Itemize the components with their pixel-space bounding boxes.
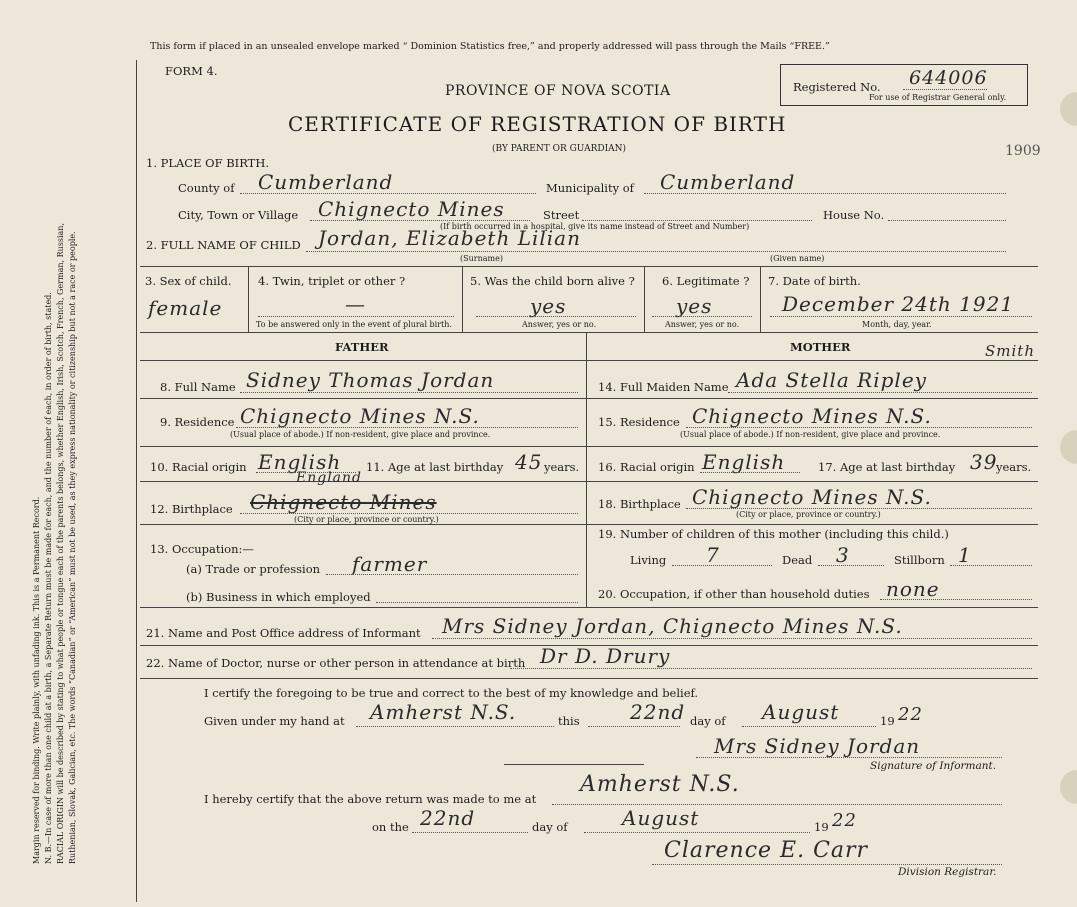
father-years-label: years. [544, 460, 580, 474]
child-name-value: Jordan, Elizabeth Lilian [318, 226, 581, 250]
mother-residence-note: (Usual place of abode.) If non-resident, give place and province. [680, 430, 941, 439]
father-birthplace-value: Chignecto Mines [250, 490, 437, 514]
mother-birthplace-note: (City or place, province or country.) [736, 510, 881, 519]
father-occupation-label: 13. Occupation:— [150, 542, 254, 556]
dotted-line [432, 638, 1032, 639]
mother-residence-label: 15. Residence [598, 415, 680, 429]
dotted-line [584, 832, 810, 833]
dotted-line [672, 565, 772, 566]
doctor-value: Dr D. Drury [540, 644, 671, 668]
this-label: this [558, 714, 580, 728]
sex-label: 3. Sex of child. [145, 274, 232, 288]
father-name-label: 8. Full Name [160, 380, 236, 394]
dead-value: 3 [836, 543, 850, 567]
living-label: Living [630, 553, 667, 567]
dotted-line [510, 668, 1032, 669]
county-label: County of [178, 181, 235, 195]
doctor-label: 22. Name of Doctor, nurse or other person in attendance at birth [146, 656, 526, 670]
rule [586, 332, 587, 607]
municipality-label: Municipality of [546, 181, 634, 195]
rule [462, 266, 463, 332]
rule [140, 481, 1038, 482]
rule [140, 398, 1038, 399]
dead-label: Dead [782, 553, 813, 567]
rule [248, 266, 249, 332]
year-stamp: 1909 [1005, 143, 1041, 159]
dotted-line [652, 316, 752, 317]
dotted-line [696, 757, 1002, 758]
punch-hole [1060, 430, 1077, 464]
surname-note: (Surname) [460, 254, 503, 263]
dotted-line [552, 804, 1002, 805]
dotted-line [700, 472, 800, 473]
given-month-value: August [762, 700, 840, 724]
on-label: on the [372, 820, 409, 834]
street-label: Street [543, 208, 580, 222]
certify-text: I certify the foregoing to be true and correct to the best of my knowledge and belief. [204, 686, 699, 700]
legitimate-value: yes [676, 294, 713, 318]
hospital-note: (If birth occurred in a hospital, give its name instead of Street and Number) [440, 222, 750, 231]
dayof-label: day of [690, 714, 726, 728]
dotted-line [652, 864, 1002, 865]
county-value: Cumberland [258, 170, 394, 194]
twin-note: To be answered only in the event of plural birth. [256, 320, 452, 329]
mother-birthplace-label: 18. Birthplace [598, 497, 681, 511]
father-trade-label: (a) Trade or profession [186, 562, 321, 576]
father-residence-note: (Usual place of abode.) If non-resident, give place and province. [230, 430, 491, 439]
mother-occupation-value: none [886, 577, 940, 601]
rule [140, 332, 1038, 333]
father-birthplace-label: 12. Birthplace [150, 502, 233, 516]
father-residence-value: Chignecto Mines N.S. [240, 404, 480, 428]
side-line: Margin reserved for binding. Write plainly, with unfading ink. This is a Permanent Record. [32, 496, 41, 864]
house-label: House No. [823, 208, 885, 222]
given-day-value: 22nd [630, 700, 686, 724]
registered-box [780, 64, 1028, 106]
twin-value: — [345, 292, 366, 316]
father-race-value: English [258, 450, 342, 474]
dotted-line [903, 89, 987, 90]
municipality-value: Cumberland [660, 170, 796, 194]
twin-label: 4. Twin, triplet or other ? [258, 274, 406, 288]
mother-name-value: Ada Stella Ripley [736, 368, 927, 392]
dotted-line [412, 832, 528, 833]
rule [140, 524, 1038, 525]
registrar-place-value: Amherst N.S. [580, 772, 740, 797]
margin-line [136, 60, 137, 902]
father-trade-value: farmer [352, 552, 428, 576]
dotted-line [236, 427, 578, 428]
father-residence-label: 9. Residence [160, 415, 235, 429]
alive-label: 5. Was the child born alive ? [470, 274, 635, 288]
stillborn-label: Stillborn [894, 553, 945, 567]
year-prefix: 19 [880, 714, 895, 728]
stillborn-value: 1 [958, 543, 972, 567]
mother-years-label: years. [996, 460, 1032, 474]
registrar-day-value: 22nd [420, 806, 476, 830]
side-instructions [31, 44, 79, 864]
rule [644, 266, 645, 332]
city-label: City, Town or Village [178, 208, 299, 222]
mother-race-value: English [702, 450, 786, 474]
registered-number: 644006 [909, 67, 988, 89]
dotted-line [770, 316, 1032, 317]
registrar-year-value: 22 [832, 810, 857, 831]
informant-signature: Mrs Sidney Jordan [714, 734, 921, 758]
registrar-dayof-label: day of [532, 820, 568, 834]
father-birthplace-correction: England [296, 470, 363, 486]
place-heading: 1. PLACE OF BIRTH. [146, 156, 270, 170]
side-line: Ruthenian, Slovak, Galician, etc. The words “Canadian” or “American” must not be used, as they express nationality or citizenship but not a race or people. [68, 231, 77, 864]
dotted-line [888, 220, 1006, 221]
mother-name-label: 14. Full Maiden Name [598, 380, 729, 394]
given-label: Given under my hand at [204, 714, 345, 728]
informant-label: 21. Name and Post Office address of Informant [146, 626, 421, 640]
rule [504, 764, 644, 765]
registrar-text: I hereby certify that the above return was made to me at [204, 792, 537, 806]
punch-hole [1060, 770, 1077, 804]
dob-label: 7. Date of birth. [768, 274, 861, 288]
dotted-line [476, 316, 636, 317]
rule [760, 266, 761, 332]
dotted-line [582, 220, 812, 221]
dotted-line [326, 574, 578, 575]
father-race-label: 10. Racial origin [150, 460, 247, 474]
children-count-label: 19. Number of children of this mother (including this child.) [598, 527, 949, 541]
dotted-line [686, 508, 1032, 509]
form-number: FORM 4. [165, 64, 218, 78]
rule [140, 607, 1038, 608]
dotted-line [880, 599, 1032, 600]
registered-note: For use of Registrar General only. [869, 93, 1007, 102]
dotted-line [376, 602, 578, 603]
child-name-label: 2. FULL NAME OF CHILD [146, 238, 301, 252]
registered-label: Registered No. [793, 80, 881, 94]
dotted-line [742, 726, 876, 727]
dotted-line [728, 392, 1032, 393]
city-value: Chignecto Mines [318, 197, 505, 221]
side-line: N. B.—In case of more than one child at a birth, a Separate Return must be made for each, and the number of each, in order of birth, stated. [44, 292, 53, 864]
registrar-year-prefix: 19 [814, 820, 829, 834]
dotted-line [588, 726, 680, 727]
mother-heading: MOTHER [790, 340, 851, 354]
alive-value: yes [530, 294, 567, 318]
legitimate-label: 6. Legitimate ? [662, 274, 750, 288]
dotted-line [644, 193, 1006, 194]
dotted-line [306, 251, 1006, 252]
rule [140, 360, 1038, 361]
mother-race-label: 16. Racial origin [598, 460, 695, 474]
registrar-caption: Division Registrar. [898, 866, 997, 878]
rule [140, 678, 1038, 679]
father-age-value: 45 [515, 450, 543, 474]
dotted-line [240, 392, 578, 393]
rule [140, 446, 1038, 447]
father-heading: FATHER [335, 340, 389, 354]
alive-note: Answer, yes or no. [522, 320, 597, 329]
given-name-note: (Given name) [770, 254, 825, 263]
mother-age-label: 17. Age at last birthday [818, 460, 956, 474]
mother-age-value: 39 [970, 450, 998, 474]
page-title: CERTIFICATE OF REGISTRATION OF BIRTH [288, 112, 787, 136]
living-value: 7 [706, 543, 720, 567]
dob-value: December 24th 1921 [782, 292, 1015, 316]
dotted-line [686, 427, 1032, 428]
side-line: RACIAL ORIGIN will be described by stating to what people or tongue each of the parents belongs, whether English, Irish, Scotch, French, German, Russian, [56, 223, 65, 864]
dotted-line [950, 565, 1032, 566]
given-place-value: Amherst N.S. [370, 700, 517, 724]
given-year-value: 22 [898, 704, 923, 725]
dotted-line [818, 565, 884, 566]
dotted-line [310, 220, 530, 221]
registrar-signature: Clarence E. Carr [664, 838, 869, 863]
mother-residence-value: Chignecto Mines N.S. [692, 404, 932, 428]
province-heading: PROVINCE OF NOVA SCOTIA [445, 83, 671, 99]
sex-value: female [148, 296, 223, 320]
dotted-line [240, 513, 578, 514]
postal-notice: This form if placed in an unsealed envelope marked “ Dominion Statistics free,” and properly addressed will pass through the Mails “FREE.” [150, 41, 830, 52]
father-age-label: 11. Age at last birthday [366, 460, 504, 474]
punch-hole [1060, 92, 1077, 126]
father-business-label: (b) Business in which employed [186, 590, 371, 604]
informant-value: Mrs Sidney Jordan, Chignecto Mines N.S. [442, 614, 903, 638]
rule [140, 266, 1038, 267]
signature-caption: Signature of Informant. [870, 760, 997, 772]
dotted-line [356, 726, 554, 727]
dotted-line [240, 193, 536, 194]
registrar-month-value: August [622, 806, 700, 830]
subtitle: (BY PARENT OR GUARDIAN) [492, 144, 627, 154]
father-name-value: Sidney Thomas Jordan [246, 368, 495, 392]
mother-name-correction: Smith [985, 342, 1035, 360]
father-birthplace-note: (City or place, province or country.) [294, 515, 439, 524]
dob-note: Month, day, year. [862, 320, 932, 329]
legitimate-note: Answer, yes or no. [665, 320, 740, 329]
mother-occupation-label: 20. Occupation, if other than household duties [598, 587, 870, 601]
mother-birthplace-value: Chignecto Mines N.S. [692, 485, 932, 509]
dotted-line [258, 316, 454, 317]
